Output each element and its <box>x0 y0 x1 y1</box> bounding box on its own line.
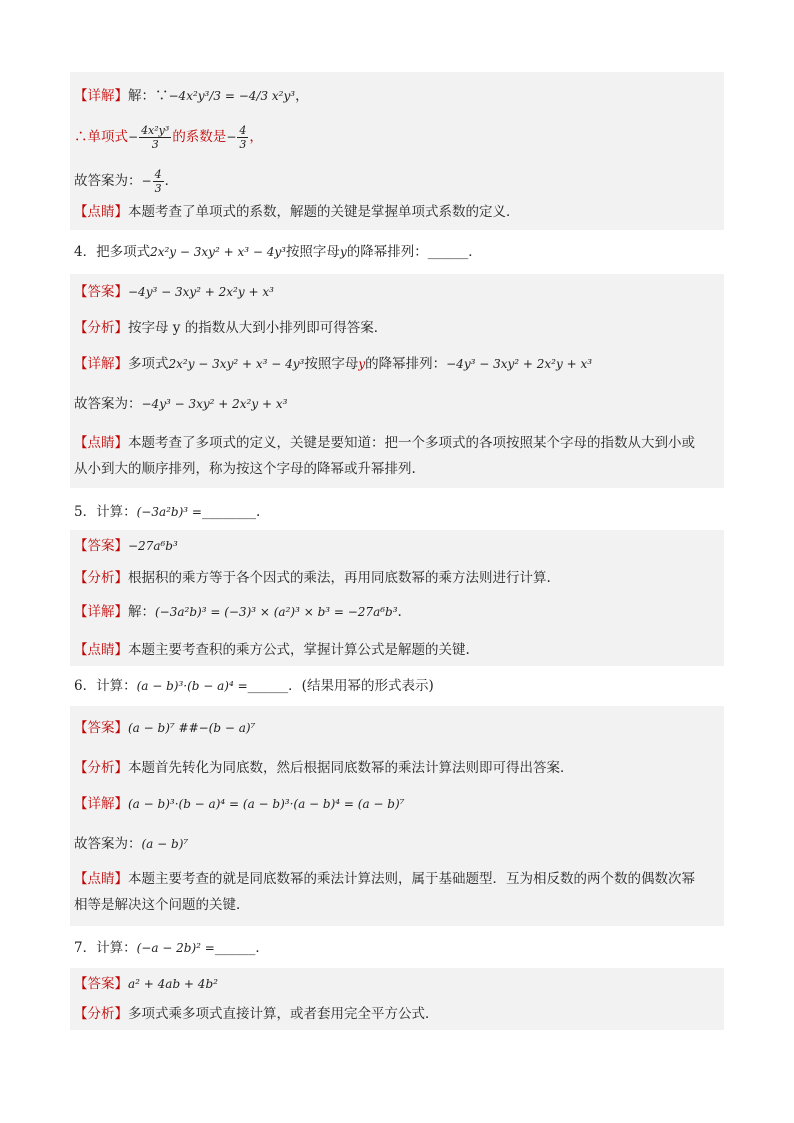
q4-text-a: 4．把多项式 <box>74 244 151 260</box>
q5-blank: ________ <box>201 504 256 520</box>
q4-text-c: 的降幂排列： <box>346 244 428 260</box>
q4-variable: y <box>339 245 347 259</box>
point-text: 本题考查了单项式的系数，解题的关键是掌握单项式系数的定义． <box>128 204 520 220</box>
monomial-fraction: − $\frac{\text{4x²y³}}{3}$ <box>128 124 170 151</box>
q6-text-b: ．(结果用幂的形式表示) <box>288 678 434 694</box>
q7-end: ． <box>255 940 269 956</box>
q5-detail-end: . <box>397 604 402 620</box>
q4-text-b: 按照字母 <box>285 244 340 260</box>
q6-point-line2: 相等是解决这个问题的关键． <box>74 897 250 913</box>
q4-point-line1: 本题考查了多项式的定义，关键是要知道：把一个多项式的各项按照某个字母的指数从大到小或 <box>128 435 695 451</box>
q4-answer-line <box>74 282 274 302</box>
q6-answer-line <box>74 718 255 738</box>
item3-answer-line <box>74 168 178 195</box>
q5-text-a: 5．计算： <box>74 504 137 520</box>
point-tag: 【点睛】 <box>74 871 128 887</box>
q6-final: (a − b)⁷ <box>141 837 189 851</box>
q6-point-line1: 本题主要考查的就是同底数幂的乘法计算法则，属于基础题型．互为相反数的两个数的偶数次幂 <box>128 871 695 887</box>
q4-analysis: 按字母 y 的指数从大到小排列即可得答案． <box>128 320 388 336</box>
q4-detail-line <box>74 354 592 374</box>
answer-prefix: 故答案为： <box>74 173 142 189</box>
q6-analysis-line <box>74 758 574 778</box>
detail-tag: 【详解】 <box>74 88 128 104</box>
detail-prefix: 解：∵ <box>128 88 169 104</box>
q4-detail-result: −4y³ − 3xy² + 2x²y + x³ <box>446 357 593 371</box>
q5-analysis-line <box>74 568 551 588</box>
q5-point-line <box>74 640 470 660</box>
q5-expression: (−3a²b)³ = <box>136 505 202 519</box>
item3-therefore-line <box>74 124 263 151</box>
answer-tag: 【答案】 <box>74 284 128 300</box>
q5-analysis: 根据积的乘方等于各个因式的乘法，再用同底数幂的乘方法则进行计算. <box>128 570 551 586</box>
q7-expression: (−a − 2b)² = <box>136 941 215 955</box>
point-tag: 【点睛】 <box>74 204 128 220</box>
q6-analysis: 本题首先转化为同底数，然后根据同底数幂的乘法计算法则即可得出答案． <box>128 760 574 776</box>
q5-answer-line <box>74 536 178 556</box>
final-prefix: 故答案为： <box>74 396 142 412</box>
point-tag: 【点睛】 <box>74 435 128 451</box>
coefficient-fraction: − $\frac{4}{3}$ <box>226 124 247 151</box>
q6-answer: (a − b)⁷ ##−(b − a)⁷ <box>128 721 256 735</box>
question-6 <box>74 676 434 696</box>
q4-final-line <box>74 394 287 414</box>
detail-tag: 【详解】 <box>74 356 128 372</box>
q7-analysis-line <box>74 1004 439 1024</box>
q6-detail-line <box>74 794 404 814</box>
q5-detail-line <box>74 602 402 622</box>
q7-answer: a² + 4ab + 4b² <box>128 977 218 991</box>
q6-point <box>74 866 724 918</box>
item3-point-line <box>74 202 520 222</box>
q4-analysis-line <box>74 318 387 338</box>
q6-detail-expression: (a − b)³·(b − a)⁴ = (a − b)³·(a − b)⁴ = (a − b)⁷ <box>128 797 405 811</box>
q6-text-a: 6．计算： <box>74 678 137 694</box>
q7-answer-line <box>74 974 218 994</box>
question-5 <box>74 502 260 522</box>
q7-analysis: 多项式乘多项式直接计算，或者套用完全平方公式． <box>128 1006 439 1022</box>
q4-final: −4y³ − 3xy² + 2x²y + x³ <box>141 397 288 411</box>
q4-point <box>74 430 724 482</box>
q4-detail-variable: y <box>358 357 366 371</box>
answer-tag: 【答案】 <box>74 538 128 554</box>
q4-blank: ______ <box>427 244 469 260</box>
answer-tag: 【答案】 <box>74 720 128 736</box>
therefore-end: ， <box>249 129 263 145</box>
q5-end: . <box>255 504 261 520</box>
question-4 <box>74 242 482 262</box>
item3-detail-line <box>74 86 309 106</box>
q7-text-a: 7．计算： <box>74 940 137 956</box>
detail-equation: −4x²y³/3 = −4/3 x²y³ <box>168 89 296 103</box>
answer-end: ． <box>164 173 179 189</box>
q7-blank: ______ <box>214 940 256 956</box>
q5-answer: −27a⁶b³ <box>128 539 178 553</box>
final-prefix: 故答案为： <box>74 836 142 852</box>
q5-detail-expression: (−3a²b)³ = (−3)³ × (a²)³ × b³ = −27a⁶b³ <box>155 605 398 619</box>
q5-point: 本题主要考查积的乘方公式，掌握计算公式是解题的关键. <box>128 642 470 658</box>
q4-detail-expression: 2x²y − 3xy² + x³ − 4y³ <box>168 357 305 371</box>
detail-tag: 【详解】 <box>74 604 128 620</box>
q4-end: ． <box>468 244 482 260</box>
q4-detail-c: 的降幂排列： <box>365 356 447 372</box>
answer-tag: 【答案】 <box>74 976 128 992</box>
therefore-mid: 的系数是 <box>172 129 227 145</box>
analysis-tag: 【分析】 <box>74 1006 128 1022</box>
question-7 <box>74 938 269 958</box>
analysis-tag: 【分析】 <box>74 570 128 586</box>
q6-expression: (a − b)³·(b − a)⁴ = <box>136 679 248 693</box>
q4-detail-a: 多项式 <box>128 356 169 372</box>
q4-point-line2: 从小到大的顺序排列，称为按这个字母的降幂或升幂排列. <box>74 461 416 477</box>
point-tag: 【点睛】 <box>74 642 128 658</box>
q6-final-line <box>74 834 188 854</box>
q4-expression: 2x²y − 3xy² + x³ − 4y³ <box>150 245 286 259</box>
q4-detail-b: 按照字母 <box>304 356 359 372</box>
q4-answer: −4y³ − 3xy² + 2x²y + x³ <box>128 285 274 299</box>
therefore-prefix: ∴单项式 <box>74 129 128 145</box>
detail-end: ， <box>295 88 309 104</box>
q6-blank: ______ <box>247 678 289 694</box>
answer-fraction: − $\frac{4}{3}$ <box>141 168 162 195</box>
q5-detail-a: 解： <box>128 604 155 620</box>
analysis-tag: 【分析】 <box>74 760 128 776</box>
analysis-tag: 【分析】 <box>74 320 128 336</box>
detail-tag: 【详解】 <box>74 796 128 812</box>
